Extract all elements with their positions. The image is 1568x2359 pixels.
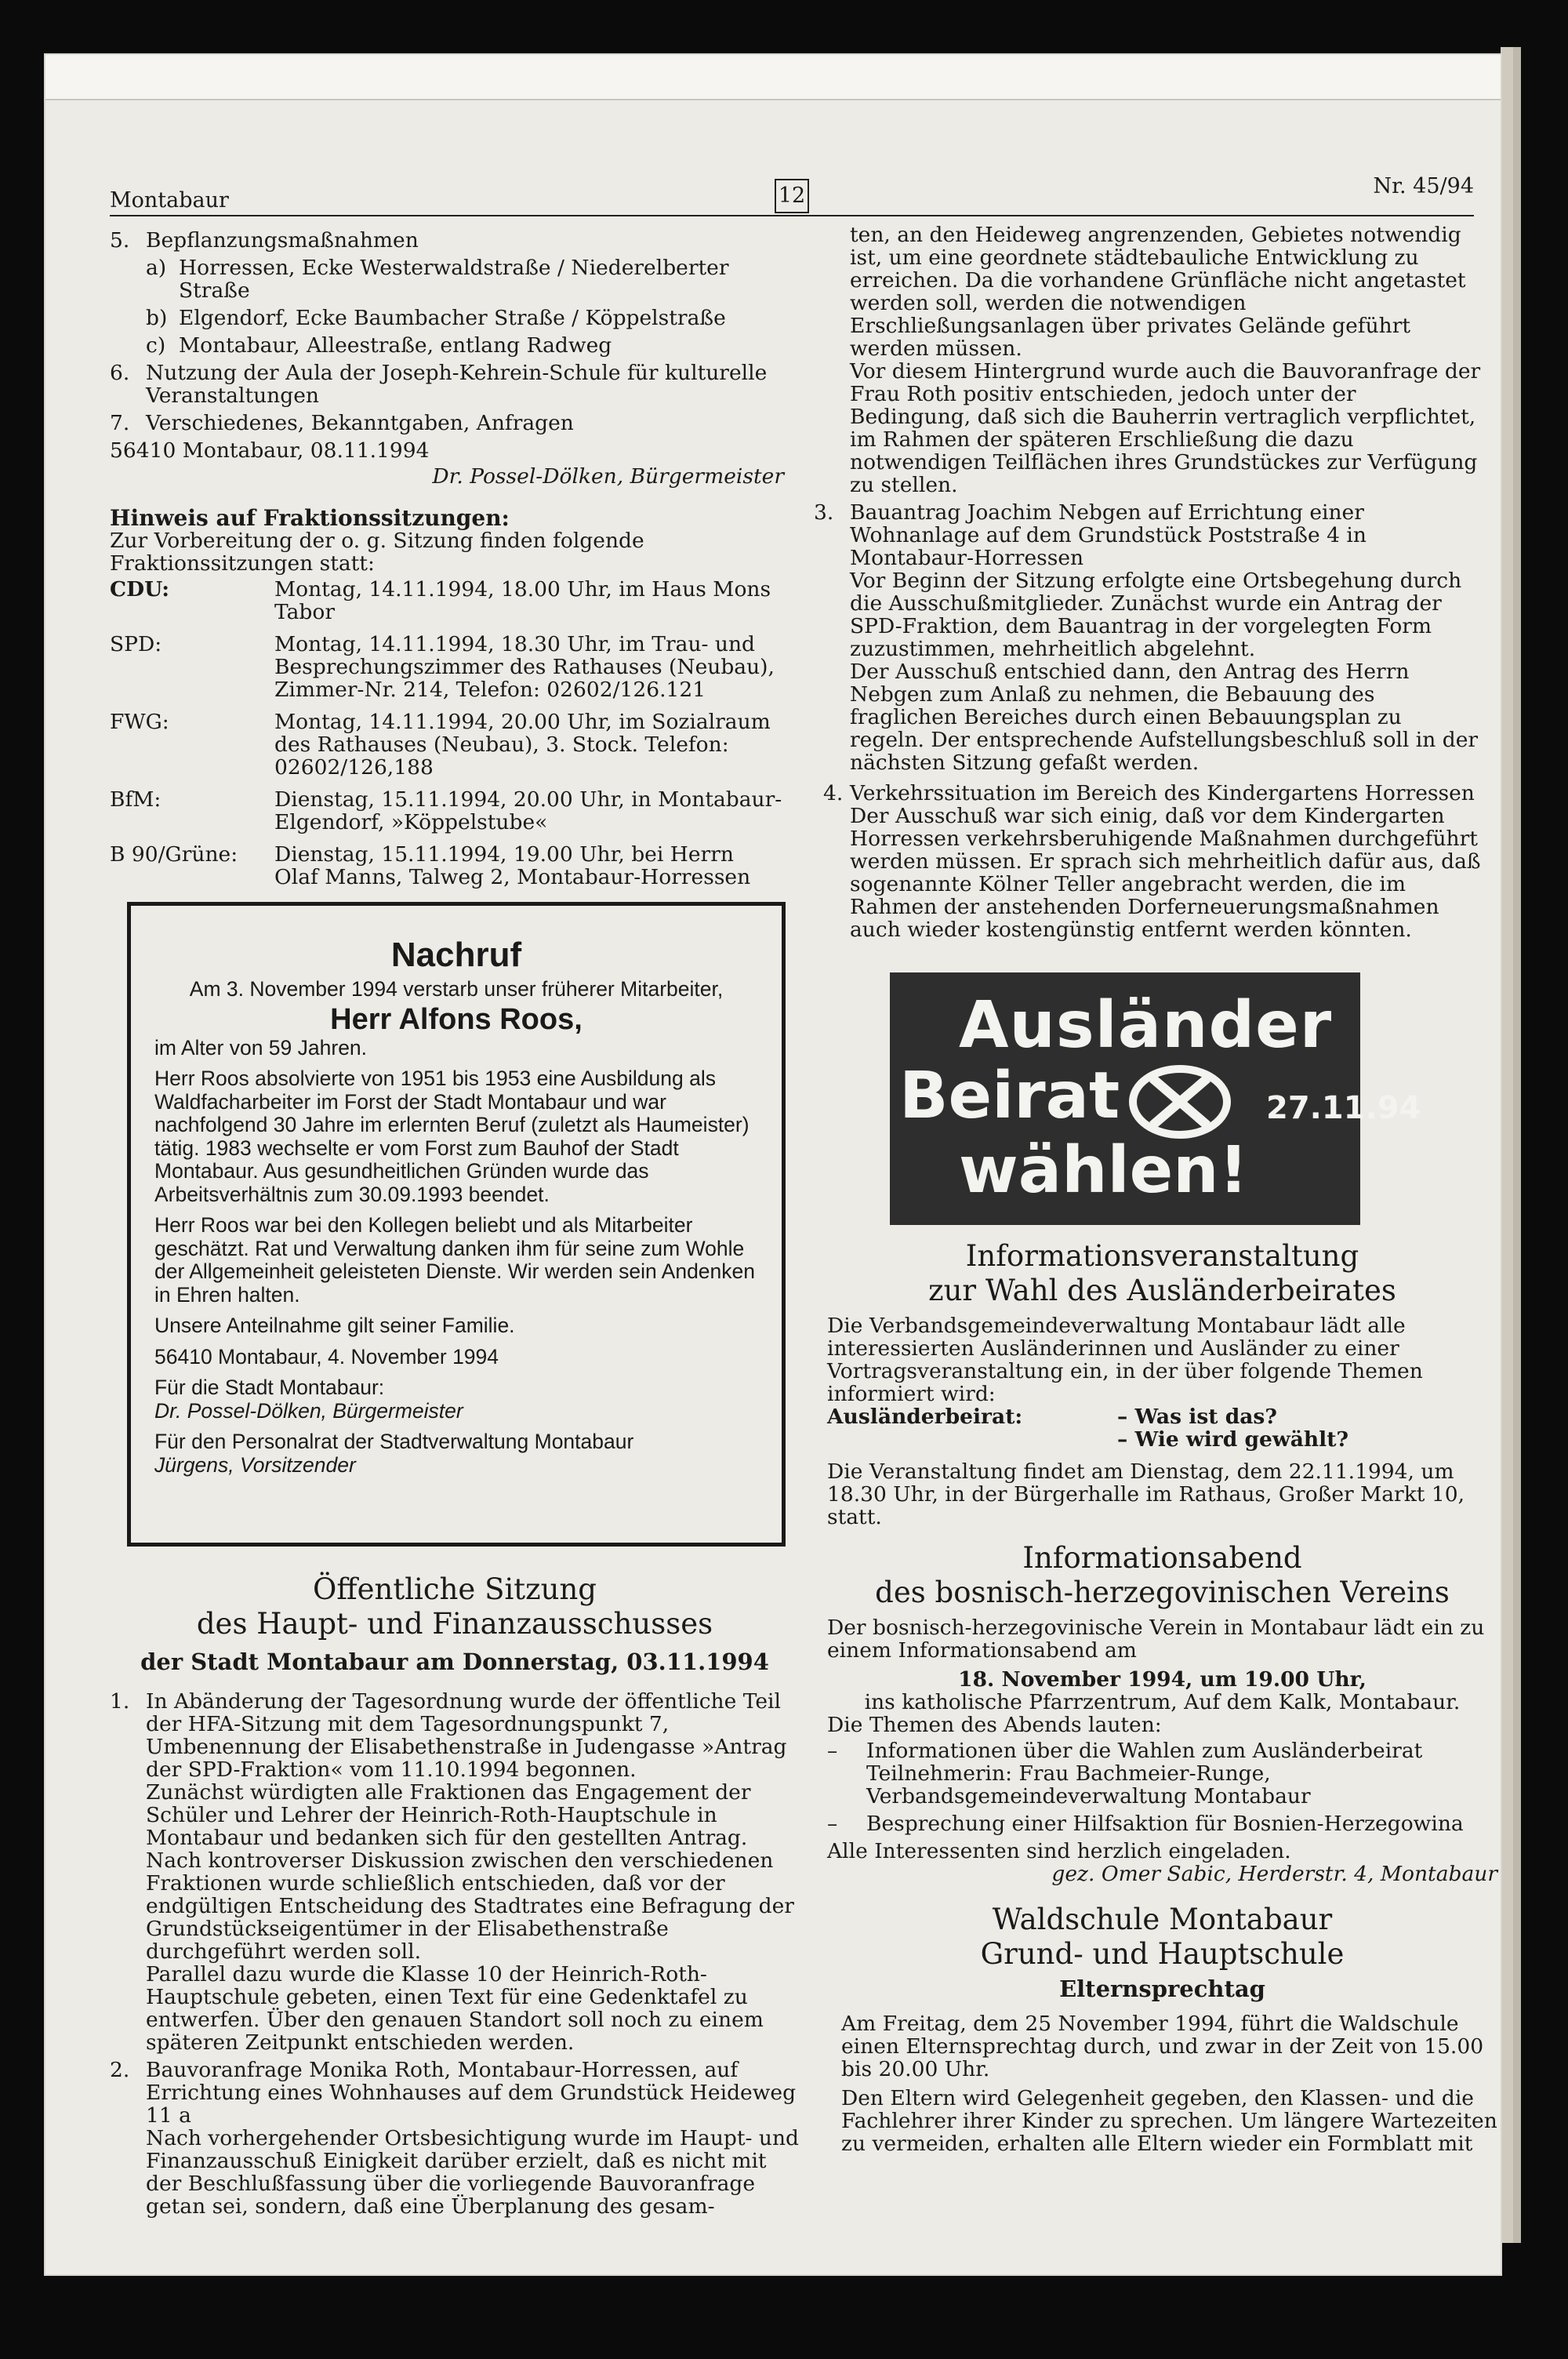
obituary-sign-label: Für die Stadt Montabaur:: [154, 1376, 385, 1399]
info-title: Informationsabend: [1022, 1541, 1302, 1575]
agenda-sub-b: b) Elgendorf, Ecke Baumbacher Straße / Köppelstraße: [146, 306, 726, 330]
obituary-box: [127, 902, 786, 1547]
page-stack-edge: [1501, 47, 1513, 2243]
agenda-signature: Dr. Possel-Dölken, Bürgermeister: [432, 464, 784, 489]
meeting-text: Der Ausschuß war sich einig, daß vor dem Kindergarten Horressen verkehrsberuhigende Maßnahmen durchgeführt werden müssen. Er sprach sich mehrheitlich dafür aus, daß sogenannte Kölner Teller angebracht werden, die im Rahmen der anstehenden Dorferneuerungsmaßnahmen auch wieder kostengünstig entfernt werden könnten.: [850, 804, 1481, 942]
meeting-item-1: 1. In Abänderung der Tagesordnung wurde der öffentliche Teil der HFA-Sitzung mit dem Tagesordnungspunkt 7, Umbenennung der Elisabethenstraße in Judengasse »Antrag der SPD-Fraktion« vom 11.10.1994 begonnen.: [110, 1689, 787, 1782]
header-rule: [110, 215, 1474, 216]
meeting-text: Parallel dazu wurde die Klasse 10 der Heinrich-Roth-Hauptschule gebeten, einen Text für eine Gedenktafel zu entwerfen. Über den genauen Standort soll noch zu einem späteren Zeitpunkt entschieden werden.: [146, 1962, 764, 2055]
school-subtitle: Elternsprechtag: [1059, 1976, 1265, 2002]
issue-number: Nr. 45/94: [1373, 174, 1474, 198]
school-title: Grund- und Hauptschule: [980, 1937, 1345, 1971]
poster-line: Beirat: [899, 1059, 1120, 1133]
fraktion-title: Hinweis auf Fraktionssitzungen:: [110, 505, 510, 531]
page-top-strip: [45, 55, 1501, 100]
info-text: Alle Interessenten sind herzlich eingeladen.: [827, 1839, 1291, 1863]
meeting-text: Nach kontroverser Diskussion zwischen den verschiedenen Fraktionen wurde schließlich entschieden, daß vor der endgültigen Entscheidung des Stadtrates eine Befragung der Grundstückseigentümer in der Elisabethenstraße durchgeführt werden soll.: [146, 1848, 794, 1964]
agenda-item-6: 6. Nutzung der Aula der Joseph-Kehrein-Schule für kulturelle Veranstaltungen: [110, 361, 768, 408]
meeting-item-2: 2. Bauvoranfrage Monika Roth, Montabaur-Horressen, auf Errichtung eines Wohnhauses auf dem Grundstück Heideweg 11 a: [110, 2058, 797, 2128]
meeting-item-4: 4. Verkehrssituation im Bereich des Kindergartens Horressen: [823, 781, 1475, 805]
obituary-intro: Am 3. November 1994 verstarb unser früherer Mitarbeiter,: [189, 976, 724, 1001]
fraktion-intro: Zur Vorbereitung der o. g. Sitzung finden folgende Fraktionssitzungen statt:: [110, 529, 644, 576]
agenda-item-5: 5. Bepflanzungsmaßnahmen: [110, 228, 419, 253]
fraktion-row: SPD: Montag, 14.11.1994, 18.30 Uhr, im Trau- und Besprechungszimmer des Rathauses (Neubau), Zimmer-Nr. 214, Telefon: 02602/126.121: [110, 632, 775, 702]
obituary-paragraph: Unsere Anteilnahme gilt seiner Familie.: [154, 1314, 515, 1337]
agenda-item-7: 7. Verschiedenes, Bekanntgaben, Anfragen: [110, 411, 574, 435]
page-header: [110, 173, 1474, 216]
obituary-title: Nachruf: [390, 936, 522, 974]
info-title: zur Wahl des Ausländerbeirates: [928, 1274, 1396, 1307]
meeting-text: Vor diesem Hintergrund wurde auch die Bauvoranfrage der Frau Roth positiv entschieden, jedoch unter der Bedingung, daß sich die Bauherrin vertraglich verpflichtet, im Rahmen der späteren Erschließung die dazu notwendigen Teilflächen ihres Grundstückes zur Verfügung zu stellen.: [850, 359, 1481, 497]
info-bullet: – Informationen über die Wahlen zum Ausländerbeirat Teilnehmerin: Frau Bachmeier-Runge, Verbandsgemeindeverwaltung Montabaur: [827, 1739, 1423, 1808]
fraktion-row: B 90/Grüne: Dienstag, 15.11.1994, 19.00 Uhr, bei Herrn Olaf Manns, Talweg 2, Montabaur-Horressen: [110, 842, 751, 889]
meeting-title: des Haupt- und Finanzausschusses: [196, 1607, 713, 1641]
agenda-place-date: 56410 Montabaur, 08.11.1994: [110, 438, 430, 463]
obituary-signature: Jürgens, Vorsitzender: [154, 1452, 356, 1477]
info-text: Die Veranstaltung findet am Dienstag, dem 22.11.1994, um 18.30 Uhr, in der Bürgerhalle im Rathaus, Großer Markt 10, statt.: [827, 1459, 1465, 1529]
info-question: – Wie wird gewählt?: [1117, 1427, 1348, 1452]
obituary-signature: Dr. Possel-Dölken, Bürgermeister: [154, 1398, 463, 1423]
meeting-text: ten, an den Heideweg angrenzenden, Gebietes notwendig ist, um eine geordnete städtebauliche Entwicklung zu erreichen. Da die vorhandene Grünfläche nicht angetastet werden soll, werden die notwendigen Erschließungsanlagen über privates Gelände geführt werden müssen.: [850, 223, 1466, 361]
school-title: Waldschule Montabaur: [992, 1903, 1333, 1936]
right-column: [814, 223, 1482, 942]
meeting-text: Vor Beginn der Sitzung erfolgte eine Ortsbegehung durch die Ausschußmitglieder. Zunächst wurde ein Antrag der SPD-Fraktion, dem Bauantrag in der vorgelegten Form zuzustimmen, mehrheitlich abgelehnt.: [850, 569, 1462, 661]
info-date: 18. November 1994, um 19.00 Uhr,: [958, 1667, 1367, 1692]
obituary-age: im Alter von 59 Jahren.: [154, 1035, 368, 1060]
meeting-subtitle: der Stadt Montabaur am Donnerstag, 03.11.1994: [140, 1648, 769, 1675]
meeting-text: Zunächst würdigten alle Fraktionen das Engagement der Schüler und Lehrer der Heinrich-Roth-Hauptschule in Montabaur und bedanken sich für den gestellten Antrag.: [146, 1780, 751, 1850]
info-events: [827, 1239, 1497, 2155]
page-stack-edge: [1513, 47, 1521, 2243]
fraktion-row: BfM: Dienstag, 15.11.1994, 20.00 Uhr, in Montabaur-Elgendorf, »Köppelstube«: [110, 787, 782, 834]
meeting-text: Der Ausschuß entschied dann, den Antrag des Herrn Nebgen zum Anlaß zu nehmen, die Bebauung des fraglichen Bereiches durch einen Bebauungsplan zu regeln. Der entsprechende Aufstellungsbeschluß soll in der nächsten Sitzung gefaßt werden.: [850, 660, 1479, 775]
info-location: ins katholische Pfarrzentrum, Auf dem Kalk, Montabaur.: [864, 1690, 1461, 1714]
school-text: Am Freitag, dem 25 November 1994, führt die Waldschule einen Elternsprechtag durch, und zwar in der Zeit von 15.00 bis 20.00 Uhr.: [841, 2012, 1484, 2081]
poster-line: Ausländer: [959, 988, 1333, 1063]
info-question: Ausländerbeirat: – Was ist das?: [827, 1405, 1277, 1429]
info-title: des bosnisch-herzegovinischen Vereins: [875, 1576, 1450, 1609]
school-text: Den Eltern wird Gelegenheit gegeben, den Klassen- und die Fachlehrer ihrer Kinder zu sprechen. Um längere Wartezeiten zu vermeiden, erhalten alle Eltern wieder ein Formblatt mit: [841, 2086, 1497, 2156]
obituary-name: Herr Alfons Roos,: [330, 1003, 583, 1036]
info-signature: gez. Omer Sabic, Herderstr. 4, Montabaur: [1051, 1862, 1497, 1886]
page-number: 12: [775, 179, 809, 213]
meeting-text: Nach vorhergehender Ortsbesichtigung wurde im Haupt- und Finanzausschuß Einigkeit darüber erzielt, daß es nicht mit der Beschlußfassung über die vorliegende Bauvoranfrage getan sei, sondern, daß eine Überplanung des gesam-: [146, 2126, 799, 2219]
obituary-place-date: 56410 Montabaur, 4. November 1994: [154, 1344, 499, 1369]
election-poster: [890, 972, 1421, 1225]
info-text: Der bosnisch-herzegovinische Verein in Montabaur lädt ein zu einem Informationsabend am: [827, 1616, 1485, 1663]
meeting-report-left: [110, 1572, 800, 2218]
meeting-title: Öffentliche Sitzung: [313, 1572, 597, 1606]
fraktion-row: CDU: Montag, 14.11.1994, 18.00 Uhr, im Haus Mons Tabor: [110, 577, 771, 624]
meeting-item-3: 3. Bauantrag Joachim Nebgen auf Errichtung einer Wohnanlage auf dem Grundstück Poststraße 4 in Montabaur-Horressen: [814, 500, 1367, 570]
agenda-sub-c: c) Montabaur, Alleestraße, entlang Radweg: [146, 333, 612, 358]
agenda-sub-a: a) Horressen, Ecke Westerwaldstraße / Niederelberter Straße: [146, 256, 729, 303]
info-text: Die Verbandsgemeindeverwaltung Montabaur lädt alle interessierten Ausländerinnen und Ausländer zu einer Vortragsveranstaltung ein, in der über folgende Themen informiert wird:: [827, 1314, 1423, 1406]
header-place: Montabaur: [110, 188, 229, 213]
fraktion-row: FWG: Montag, 14.11.1994, 20.00 Uhr, im Sozialraum des Rathauses (Neubau), 3. Stock. Telefon: 02602/126,188: [110, 710, 771, 780]
obituary-paragraph: Herr Roos war bei den Kollegen beliebt und als Mitarbeiter geschätzt. Rat und Verwaltung danken ihm für seine zum Wohle der Allgemeinheit geleisteten Dienste. Wir werden sein Andenken in Ehren halten.: [154, 1213, 756, 1307]
obituary-paragraph: Herr Roos absolvierte von 1951 bis 1953 eine Ausbildung als Waldfacharbeiter im Forst der Stadt Montabaur und war nachfolgend 30 Jahre im erlernten Beruf (zuletzt als Haumeister) tätig. 1983 wechselte er vom Forst zum Bauhof der Stadt Montabaur. Aus gesundheitlichen Gründen wurde das Arbeitsverhältnis zum 30.09.1993 beendet.: [154, 1067, 750, 1206]
info-title: Informationsveranstaltung: [965, 1239, 1359, 1273]
info-bullet: – Besprechung einer Hilfsaktion für Bosnien-Herzegowina: [827, 1812, 1464, 1836]
poster-date: 27.11.94: [1266, 1090, 1421, 1126]
obituary-sign-label: Für den Personalrat der Stadtverwaltung Montabaur: [154, 1430, 634, 1453]
poster-line: wählen!: [959, 1133, 1248, 1208]
ballot-cross-icon: [1125, 1059, 1235, 1145]
left-column: [110, 229, 784, 889]
info-text: Die Themen des Abends lauten:: [827, 1713, 1162, 1737]
